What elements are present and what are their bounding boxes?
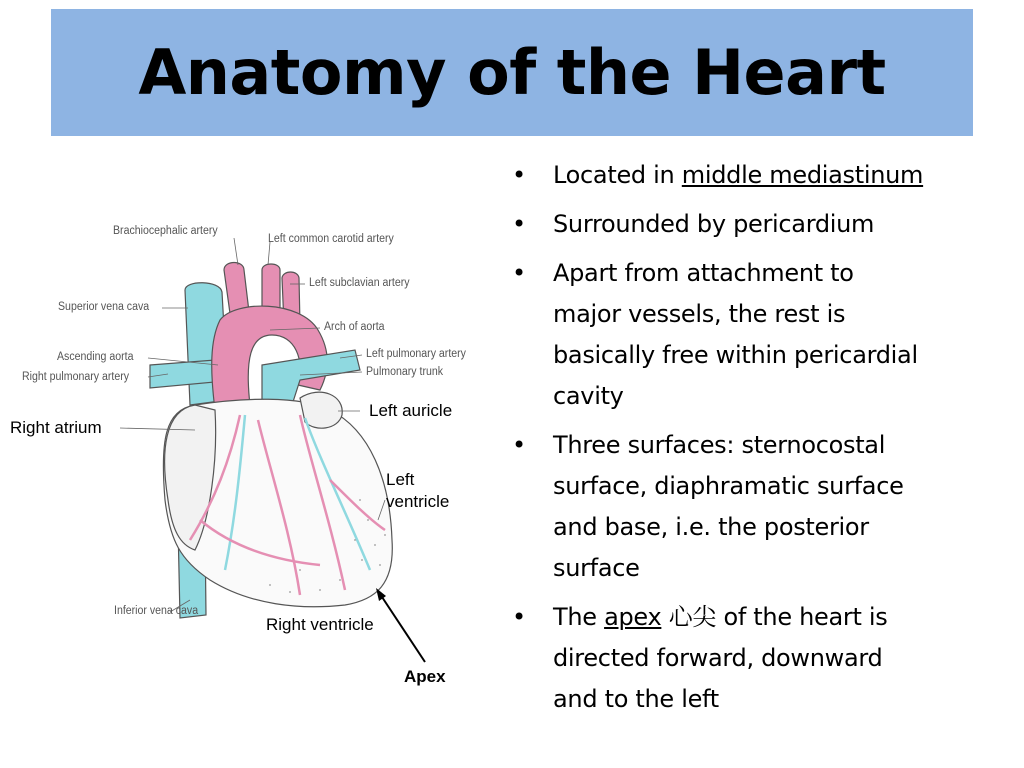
- bullet-line: and base, i.e. the posterior: [553, 513, 869, 541]
- heart-illustration: [0, 200, 480, 700]
- label-brachiocephalic: Brachiocephalic artery: [113, 225, 218, 237]
- slide-title: Anatomy of the Heart: [138, 36, 886, 109]
- label-left-ventricle-line1: Left: [386, 470, 415, 489]
- middle-mediastinum-link[interactable]: middle mediastinum: [681, 161, 924, 189]
- label-inferior-vena-cava: Inferior vena cava: [114, 605, 199, 617]
- bullet-dot: •: [512, 259, 526, 287]
- heart-diagram: [0, 200, 480, 700]
- bullet-text: Located in: [553, 161, 682, 189]
- bullet-line: Three surfaces: sternocostal: [553, 431, 886, 459]
- label-apex: Apex: [404, 667, 446, 686]
- bullet-text: Surrounded by pericardium: [553, 210, 875, 238]
- bullet-apex: [508, 597, 1008, 720]
- label-pulmonary-trunk: Pulmonary trunk: [366, 366, 444, 378]
- bullet-line: major vessels, the rest is: [553, 300, 846, 328]
- label-right-pulmonary-artery: Right pulmonary artery: [22, 371, 130, 383]
- bullet-list: [508, 155, 1008, 728]
- bullet-line: and to the left: [553, 685, 719, 713]
- bullet-line: basically free within pericardial: [553, 341, 918, 369]
- label-left-subclavian: Left subclavian artery: [309, 277, 410, 289]
- bullet-dot: •: [512, 210, 526, 238]
- bullet-text: The: [553, 603, 605, 631]
- bullet-dot: •: [512, 431, 526, 459]
- bullet-surfaces: [508, 425, 1008, 589]
- label-left-auricle: Left auricle: [369, 401, 453, 420]
- label-right-ventricle: Right ventricle: [266, 615, 374, 634]
- label-right-atrium: Right atrium: [10, 418, 102, 437]
- bullet-line: cavity: [553, 382, 624, 410]
- label-ascending-aorta: Ascending aorta: [57, 351, 134, 363]
- label-left-pulmonary-artery: Left pulmonary artery: [366, 348, 466, 360]
- bullet-line: surface: [553, 554, 640, 582]
- bullet-line: directed forward, downward: [553, 644, 883, 672]
- title-banner: [51, 9, 973, 136]
- label-superior-vena-cava: Superior vena cava: [58, 301, 150, 313]
- label-arch-of-aorta: Arch of aorta: [324, 321, 385, 333]
- label-left-common-carotid: Left common carotid artery: [268, 233, 394, 245]
- bullet-attachment: [508, 253, 1008, 417]
- bullet-dot: •: [512, 603, 526, 631]
- bullet-location: [508, 155, 1008, 196]
- bullet-pericardium: [508, 204, 1008, 245]
- label-left-ventricle-line2: ventricle: [386, 492, 450, 511]
- apex-link[interactable]: apex: [604, 603, 662, 631]
- bullet-line: Apart from attachment to: [553, 259, 854, 287]
- bullet-text: of the heart is: [716, 603, 888, 631]
- apex-chinese-term: 心尖: [661, 603, 717, 631]
- bullet-dot: •: [512, 161, 526, 189]
- bullet-line: surface, diaphramatic surface: [553, 472, 904, 500]
